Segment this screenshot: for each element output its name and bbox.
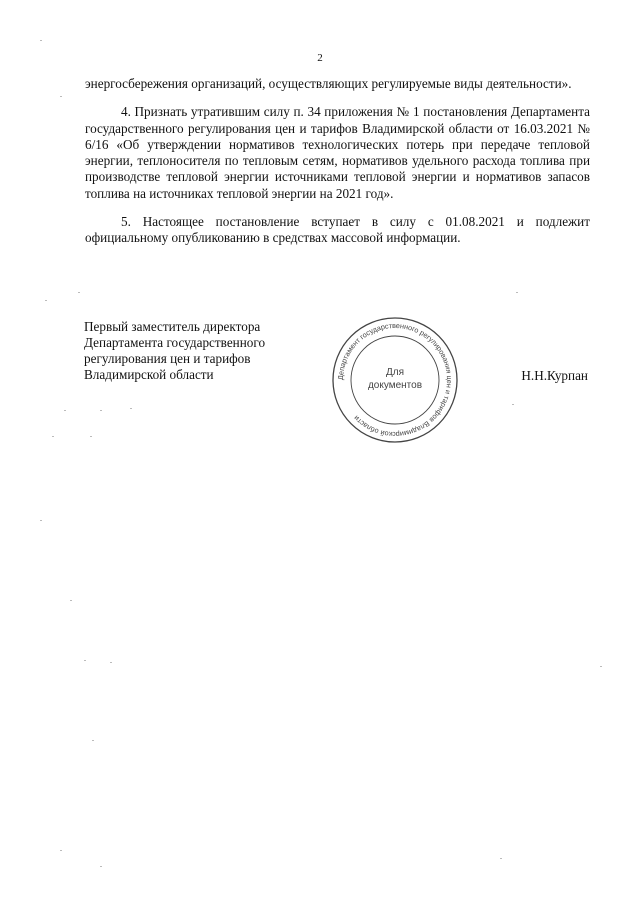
stamp-center-line1: Для [385, 367, 405, 378]
paragraph-item-5: 5. Настоящее постановление вступает в силу с 01.08.2021 и подлежит официальному опубликованию в средствах массовой информации. [85, 214, 590, 246]
signatory-name: Н.Н.Курпан [521, 368, 588, 383]
page-number: 2 [317, 52, 323, 64]
stamp-center-line2: документов [367, 380, 423, 391]
position-line: регулирования цен и тарифов [84, 351, 251, 366]
paragraph-continuation: энергосбережения организаций, осуществляющих регулируемые виды деятельности». [85, 76, 572, 91]
official-stamp [331, 316, 459, 444]
position-line: Первый заместитель директора [84, 319, 261, 334]
position-line: Департамента государственного [84, 335, 266, 350]
stamp-ring-text: Департамент государственного регулирования цен и тарифов Владимирской области [335, 320, 455, 440]
document-body [85, 76, 590, 247]
paragraph-item-4: 4. Признать утратившим силу п. 34 приложения № 1 постановления Департамента государственного регулирования цен и тарифов Владимирской области от 16.03.2021 № 6/16 «Об утверждении нормативов технологических потерь при передаче тепловой энергии, теплоносителя по тепловым сетям, нормативов удельного расхода топлива при производстве тепловой энергии источниками тепловой энергии и нормативов запасов топлива на источниках тепловой энергии на 2021 год». [85, 104, 590, 201]
signatory-position [84, 319, 265, 383]
position-line: Владимирской области [84, 367, 214, 382]
